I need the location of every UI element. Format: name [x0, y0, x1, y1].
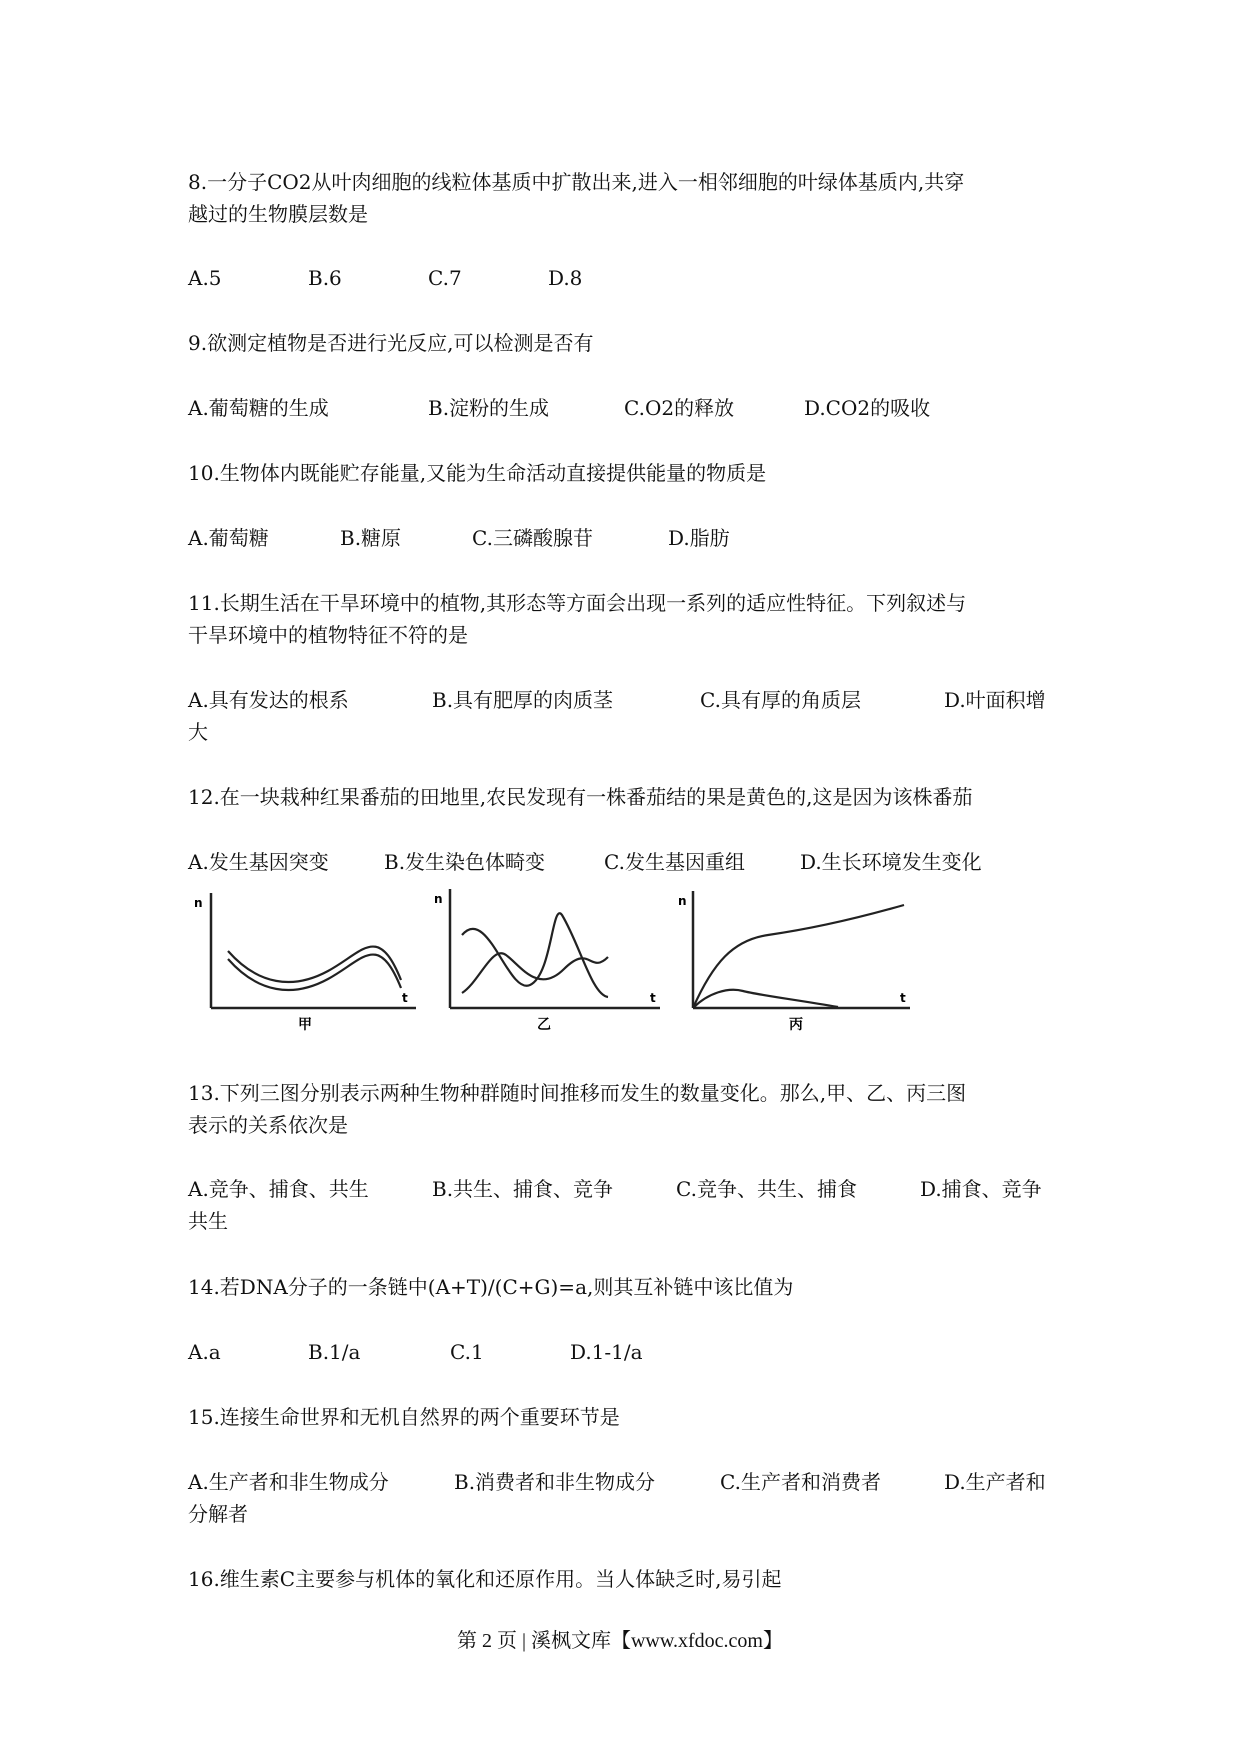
q11-options	[188, 684, 1068, 717]
q11-option-b: B.具有肥厚的肉质茎	[432, 688, 614, 712]
q10-stem: 10.生物体内既能贮存能量,又能为生命活动直接提供能量的物质是	[188, 461, 767, 485]
q10-option-d: D.脂肪	[668, 526, 730, 550]
q10-options	[188, 522, 1068, 555]
q14-option-b: B.1/a	[308, 1340, 361, 1364]
q8-option-d: D.8	[548, 266, 583, 290]
q11-option-d-wrap: 大	[188, 720, 208, 744]
q10-option-c: C.三磷酸腺苷	[472, 526, 593, 550]
q15-option-d-wrap: 分解者	[188, 1502, 248, 1526]
q14-option-a: A.a	[188, 1340, 221, 1364]
q15-option-b: B.消费者和非生物成分	[454, 1470, 656, 1494]
q15-option-a: A.生产者和非生物成分	[188, 1470, 389, 1494]
graph-yi-caption: 乙	[537, 1017, 551, 1033]
q15-options	[188, 1466, 1068, 1499]
q12-option-c: C.发生基因重组	[604, 850, 745, 874]
q9-options	[188, 392, 1068, 425]
q12-option-b: B.发生染色体畸变	[384, 850, 546, 874]
graph-yi	[434, 889, 660, 1033]
graph-jia-y-label: n	[194, 896, 203, 910]
graph-bing	[678, 891, 910, 1033]
graph-jia-caption: 甲	[298, 1017, 312, 1033]
graph-yi-curve-1	[462, 913, 608, 997]
graph-bing-curve-2	[693, 990, 838, 1008]
q11-option-a: A.具有发达的根系	[188, 688, 349, 712]
q14-stem: 14.若DNA分子的一条链中(A+T)/(C+G)=a,则其互补链中该比值为	[188, 1275, 794, 1299]
q15-option-c: C.生产者和消费者	[720, 1470, 881, 1494]
q14-option-c: C.1	[450, 1340, 484, 1364]
graph-bing-x-label: t	[900, 991, 906, 1005]
q13-stem-line1: 13.下列三图分别表示两种生物种群随时间推移而发生的数量变化。那么,甲、乙、丙三图	[188, 1081, 967, 1105]
q11-stem-line2: 干旱环境中的植物特征不符的是	[188, 623, 468, 647]
q8-option-b: B.6	[308, 266, 342, 290]
q8-stem-line2: 越过的生物膜层数是	[188, 202, 368, 226]
q12-options	[188, 846, 1068, 879]
q15-option-d: D.生产者和	[944, 1470, 1046, 1494]
page-footer: 第 2 页 | 溪枫文库【www.xfdoc.com】	[456, 1630, 783, 1652]
graph-yi-y-label: n	[434, 892, 443, 906]
q8-option-a: A.5	[188, 266, 222, 290]
q15-stem: 15.连接生命世界和无机自然界的两个重要环节是	[188, 1405, 620, 1429]
q12-stem: 12.在一块栽种红果番茄的田地里,农民发现有一株番茄结的果是黄色的,这是因为该株番茄	[188, 785, 973, 809]
graph-jia	[194, 893, 416, 1033]
q13-option-a: A.竞争、捕食、共生	[188, 1177, 369, 1201]
q9-option-b: B.淀粉的生成	[428, 396, 550, 420]
graph-bing-y-label: n	[678, 894, 687, 908]
q10-option-a: A.葡萄糖	[188, 526, 269, 550]
q9-option-c: C.O2的释放	[624, 396, 735, 420]
q12-option-d: D.生长环境发生变化	[800, 850, 982, 874]
q11-option-c: C.具有厚的角质层	[700, 688, 861, 712]
graph-bing-caption: 丙	[789, 1017, 803, 1033]
graph-yi-curve-2	[462, 953, 608, 993]
q8-option-c: C.7	[428, 266, 462, 290]
q9-stem: 9.欲测定植物是否进行光反应,可以检测是否有	[188, 331, 594, 355]
q13-options	[188, 1173, 1068, 1206]
q12-option-a: A.发生基因突变	[188, 850, 329, 874]
graph-jia-x-label: t	[402, 991, 408, 1005]
q13-option-b: B.共生、捕食、竞争	[432, 1177, 614, 1201]
q9-option-d: D.CO2的吸收	[804, 396, 931, 420]
q8-stem-line1: 8.一分子CO2从叶肉细胞的线粒体基质中扩散出来,进入一相邻细胞的叶绿体基质内,共穿	[188, 170, 965, 194]
graph-bing-curve-1	[693, 905, 904, 1008]
q13-stem-line2: 表示的关系依次是	[188, 1113, 348, 1137]
q11-stem-line1: 11.长期生活在干旱环境中的植物,其形态等方面会出现一系列的适应性特征。下列叙述与	[188, 591, 967, 615]
q13-option-c: C.竞争、共生、捕食	[676, 1177, 857, 1201]
q9-option-a: A.葡萄糖的生成	[188, 396, 329, 420]
q13-option-d-wrap: 共生	[188, 1209, 228, 1233]
q16-stem: 16.维生素C主要参与机体的氧化和还原作用。当人体缺乏时,易引起	[188, 1567, 782, 1591]
q14-options	[188, 1336, 1068, 1369]
graph-yi-x-label: t	[650, 991, 656, 1005]
graph-jia-curve-1	[228, 947, 401, 982]
q14-option-d: D.1-1/a	[570, 1340, 643, 1364]
q13-option-d: D.捕食、竞争	[920, 1177, 1042, 1201]
q8-options	[188, 262, 1068, 295]
q10-option-b: B.糖原	[340, 526, 402, 550]
population-graphs-figure	[188, 885, 928, 1035]
q11-option-d: D.叶面积增	[944, 688, 1046, 712]
